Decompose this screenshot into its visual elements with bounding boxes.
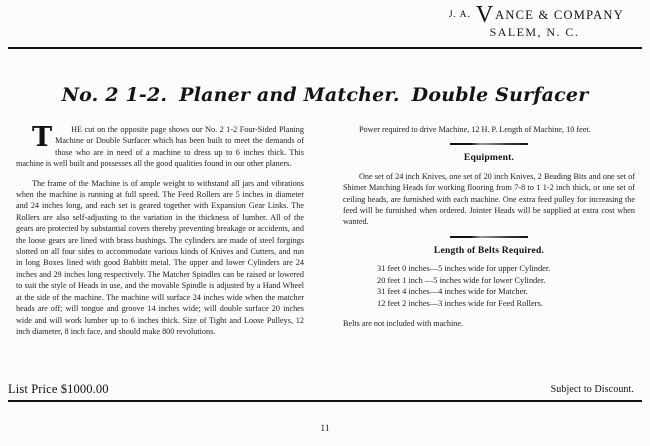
intro-paragraph-text: HE cut on the opposite page shows our No. 2 1-2 Four-Sided Planing Machine or Double Surfacer which has been built to meet the demands of those who are in need of a machine to dress up to 6 inches thick. This machine is well built and possesses all the good qualities found in our other planers. (16, 125, 304, 169)
right-column (343, 124, 635, 337)
company-name-line (448, 2, 624, 28)
intro-paragraph (16, 124, 304, 170)
company-name-block (448, 2, 624, 40)
company-name-rest: ANCE & COMPANY (495, 8, 624, 22)
title-type: Double Surfacer (411, 84, 589, 106)
drop-cap: T (32, 122, 53, 153)
price-row (8, 382, 642, 398)
belts-heading: Length of Belts Required. (433, 244, 545, 256)
footer-rule (8, 400, 642, 402)
power-paragraph: Power required to drive Machine, 12 H. P. Length of Machine, 10 feet. (359, 125, 591, 134)
company-initials: J. A. (448, 10, 471, 20)
belts-note: Belts are not included with machine. (343, 318, 464, 328)
page-number: 11 (320, 424, 330, 434)
list-item: 31 feet 4 inches—4 inches wide for Matcher. (377, 287, 528, 297)
list-price: List Price $1000.00 (8, 382, 109, 396)
ornament-divider-belts (450, 236, 528, 238)
list-item: 12 feet 2 inches—3 inches wide for Feed Rollers. (377, 299, 543, 309)
company-city: SALEM, N. C. (489, 25, 580, 39)
belt-list (343, 263, 635, 309)
company-v-initial: V (475, 2, 495, 28)
masthead (0, 2, 650, 48)
equipment-paragraph: One set of 24 inch Knives, one set of 20 inch Knives, 2 Beading Bits and one set of Shimer Matching Heads for working flooring from 7-8 to 1 1-2 inch thick, or one set of ceiling heads, are furnished with each machine. One extra feed pulley for increasing the feed will be furnished when ordered. Jointer Heads will be supplied at extra cost when wanted. (343, 171, 635, 227)
ornament-divider-equipment (450, 143, 528, 145)
left-column (16, 124, 304, 345)
frame-description-paragraph: The frame of the Machine is of ample weight to withstand all jars and vibrations when the machine is running at full speed. The Feed Rollers are 5 inches in diameter and 24 inches long, and each set is geared together with Expansion Gear Links. The Rollers are also self-adjusting to the variation in the thickness of lumber. All of the gears are protected by substantial covers thereby preventing breakage or accidents, and the loose gears are lined with brass bushings. The cylinders are made of steel forgings slotted on all four sides to accommodate various kinds of Knives and Cutters, and run in long Boxes lined with good Babbitt metal. The upper and lower Cylinders are 24 inches and 29 inches long respectively. The Matcher Spindles can be raised or lowered to suit the style of Heads in use, and the movable Spindle is adjusted by a Hand Wheel at the side of the machine. The machine will surface 24 inches wide when the matcher heads are off; will tongue and groove 14 inches wide; will double surface 20 inches wide and will work lumber up to 6 inches thick. Size of Tight and Loose Pulleys, 12 inch diameter, 8 inch face, and should make 800 revolutions. (16, 178, 304, 336)
list-item: 20 feet 1 inch —5 inches wide for lower Cylinder. (377, 275, 546, 285)
discount-note: Subject to Discount. (550, 384, 634, 395)
equipment-heading: Equipment. (463, 152, 515, 164)
title-machine: Planer and Matcher. (179, 84, 400, 106)
page-title (0, 84, 650, 106)
header-rule (8, 47, 642, 49)
title-model: No. 2 1-2. (61, 84, 168, 106)
list-item: 31 feet 0 inches—5 inches wide for upper Cylinder. (377, 264, 551, 274)
